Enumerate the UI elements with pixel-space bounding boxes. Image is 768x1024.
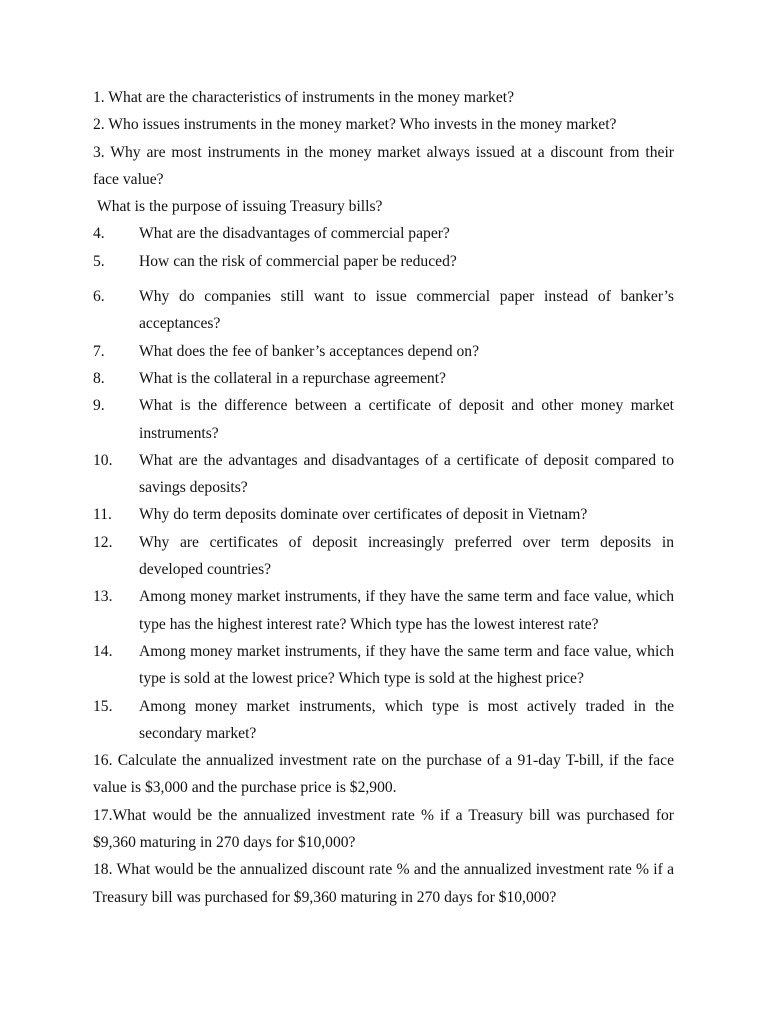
list-item-text: What are the advantages and disadvantages of a certificate of deposit compared to savings deposits? (139, 451, 674, 497)
question-18: 18. What would be the annualized discount rate % and the annualized investment rate % if a Treasury bill was purchased for $9,360 maturing in 270 days for $10,000? (93, 861, 674, 906)
list-item-number: 8. (93, 369, 105, 387)
list-item-number: 5. (93, 252, 105, 270)
question-17: 17.What would be the annualized investment rate % if a Treasury bill was purchased for $9,360 maturing in 270 days for $10,000? (93, 806, 674, 852)
list-item-number: 15. (93, 697, 113, 715)
list-item (93, 365, 674, 392)
question-treasury-bills-purpose: What is the purpose of issuing Treasury bills? (97, 198, 383, 216)
list-item (93, 283, 674, 338)
list-item-text: What is the collateral in a repurchase agreement? (139, 369, 446, 387)
list-item (93, 338, 674, 365)
list-item-number: 7. (93, 342, 105, 360)
list-item (93, 501, 674, 528)
list-item (93, 220, 674, 247)
list-item-text: How can the risk of commercial paper be reduced? (139, 252, 457, 270)
list-item-text: What are the disadvantages of commercial paper? (139, 225, 450, 243)
question-16: 16. Calculate the annualized investment rate on the purchase of a 91-day T-bill, if the face value is $3,000 and the purchase price is $2,900. (93, 752, 674, 797)
list-item-number: 11. (93, 506, 112, 524)
list-item-text: Among money market instruments, if they have the same term and face value, which type is sold at the lowest price? Which type is sold at the highest price? (139, 642, 674, 688)
list-item-number: 14. (93, 642, 113, 660)
list-item-text: Why do term deposits dominate over certificates of deposit in Vietnam? (139, 506, 588, 524)
document-body (93, 84, 674, 911)
question-3: 3. Why are most instruments in the money market always issued at a discount from their face value? (93, 143, 674, 188)
list-item-number: 13. (93, 588, 113, 606)
list-item-number: 10. (93, 451, 113, 469)
list-item-text: Why are certificates of deposit increasingly preferred over term deposits in developed countries? (139, 533, 674, 579)
list-item-number: 6. (93, 288, 105, 306)
list-item (93, 248, 674, 275)
list-item-text: Among money market instruments, which type is most actively traded in the secondary market? (139, 697, 674, 742)
list-item (93, 447, 674, 502)
numbered-question-list (93, 220, 674, 747)
list-item (93, 693, 674, 748)
list-item-number: 12. (93, 533, 113, 551)
list-item (93, 638, 674, 693)
list-item (93, 583, 674, 638)
list-item-text: Why do companies still want to issue commercial paper instead of banker’s acceptances? (139, 288, 674, 333)
list-item (93, 529, 674, 584)
list-item-text: Among money market instruments, if they have the same term and face value, which type has the highest interest rate? Which type has the lowest interest rate? (139, 588, 674, 633)
list-item-number: 9. (93, 397, 105, 415)
list-item-number: 4. (93, 225, 105, 243)
question-1: 1. What are the characteristics of instruments in the money market? (93, 89, 515, 106)
list-item (93, 392, 674, 447)
question-2: 2. Who issues instruments in the money market? Who invests in the money market? (93, 116, 617, 134)
list-item-text: What is the difference between a certificate of deposit and other money market instruments? (139, 397, 674, 442)
list-item-text: What does the fee of banker’s acceptances depend on? (139, 342, 480, 360)
